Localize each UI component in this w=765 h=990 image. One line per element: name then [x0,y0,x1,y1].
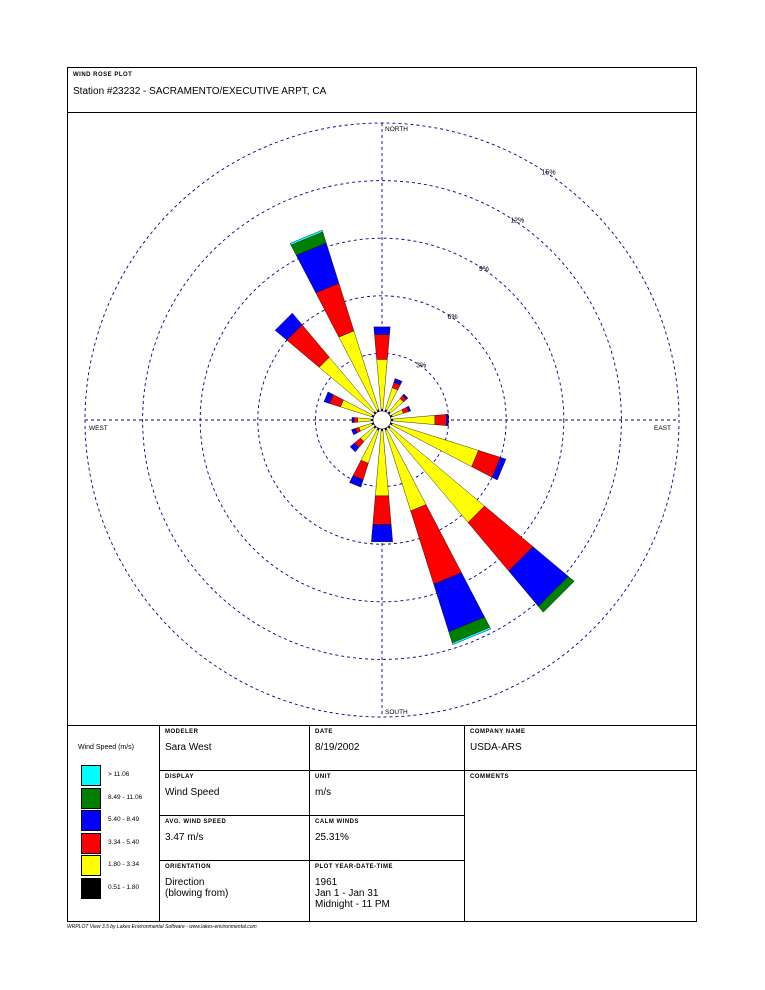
calm-winds-cell [310,816,465,861]
ring-label: 12% [510,217,525,225]
company-value: USDA-ARS [470,742,522,753]
display-label: DISPLAY [165,774,194,780]
petal-s [373,496,391,525]
petal-n [377,359,388,409]
ring-label: 6% [447,314,458,322]
legend-label: 3.34 - 5.40 [108,838,140,846]
petal-sse [411,505,462,585]
calm-winds-value: 25.31% [315,832,349,843]
legend-title: Wind Speed (m/s) [78,744,135,751]
period-time: Midnight - 11 PM [315,899,390,910]
orientation-value [165,877,228,899]
legend-swatch [81,878,101,899]
petal-wnw [340,400,372,417]
display-value: Wind Speed [165,787,220,798]
compass-east-label: EAST [654,425,671,432]
comments-label: COMMENTS [470,774,509,780]
petal-w [352,417,354,422]
calm-winds-label: CALM WINDS [315,819,359,825]
petal-nnw [316,283,354,337]
compass-north-label: NORTH [385,126,408,133]
petal-e [446,414,448,426]
avg-speed-cell [160,816,310,861]
legend-swatch [81,833,101,854]
legend-label: 8.49 - 11.06 [108,793,143,801]
software-footer: WRPLOT View 3.5 by Lakes Environmental Software - www.lakes-environmental.com [67,924,257,930]
unit-value: m/s [315,787,332,798]
company-cell [465,726,696,771]
ring-label: 3% [416,362,427,370]
period-label: PLOT YEAR-DATE-TIME [315,864,393,870]
company-label: COMPANY NAME [470,729,526,735]
legend-label: > 11.06 [108,771,130,778]
orientation-line-2: (blowing from) [165,888,229,899]
legend-swatch [81,810,101,831]
legend [68,726,160,922]
period-year: 1961 [315,877,338,888]
report-header [68,68,696,113]
wind-rose-report [67,67,697,922]
petal-n [375,335,390,360]
compass-south-label: SOUTH [385,709,408,716]
legend-label: 0.51 - 1.80 [108,883,140,891]
period-value [315,877,390,910]
modeler-value: Sara West [165,742,212,753]
petal-s [371,525,392,542]
date-label: DATE [315,729,333,735]
petal-e [435,414,446,425]
ring-label: 9% [478,265,489,273]
modeler-label: MODELER [165,729,199,735]
petal-w [358,418,371,422]
info-panel [68,725,696,921]
avg-speed-value: 3.47 m/s [165,832,204,843]
petal-s [375,431,388,496]
petal-w [354,418,358,423]
station-title: Station #23232 - SACRAMENTO/EXECUTIVE ARPT, CA [73,86,327,97]
unit-cell [310,771,465,816]
unit-label: UNIT [315,774,331,780]
wind-rose-svg [68,113,696,725]
comments-cell [465,771,696,922]
compass-west-label: WEST [89,425,108,432]
period-cell [310,861,465,922]
calm-center [373,411,391,429]
avg-speed-label: AVG. WIND SPEED [165,819,227,825]
modeler-cell [160,726,310,771]
orientation-line-1: Direction [165,877,205,888]
legend-swatch [81,788,101,809]
legend-label: 5.40 - 8.49 [108,816,140,823]
legend-label: 1.80 - 3.34 [108,861,140,868]
period-dates: Jan 1 - Jan 31 [315,888,379,899]
orientation-cell [160,861,310,922]
date-cell [310,726,465,771]
plot-type-label: WIND ROSE PLOT [73,72,133,78]
legend-swatch [81,765,101,786]
date-value: 8/19/2002 [315,742,360,753]
petal-e [393,415,435,424]
petal-ene [392,410,404,417]
ring-label: 15% [541,169,556,177]
petal-n [374,327,390,335]
legend-swatch [81,855,101,876]
display-cell [160,771,310,816]
wind-rose-plot [68,113,696,725]
orientation-label: ORIENTATION [165,864,211,870]
